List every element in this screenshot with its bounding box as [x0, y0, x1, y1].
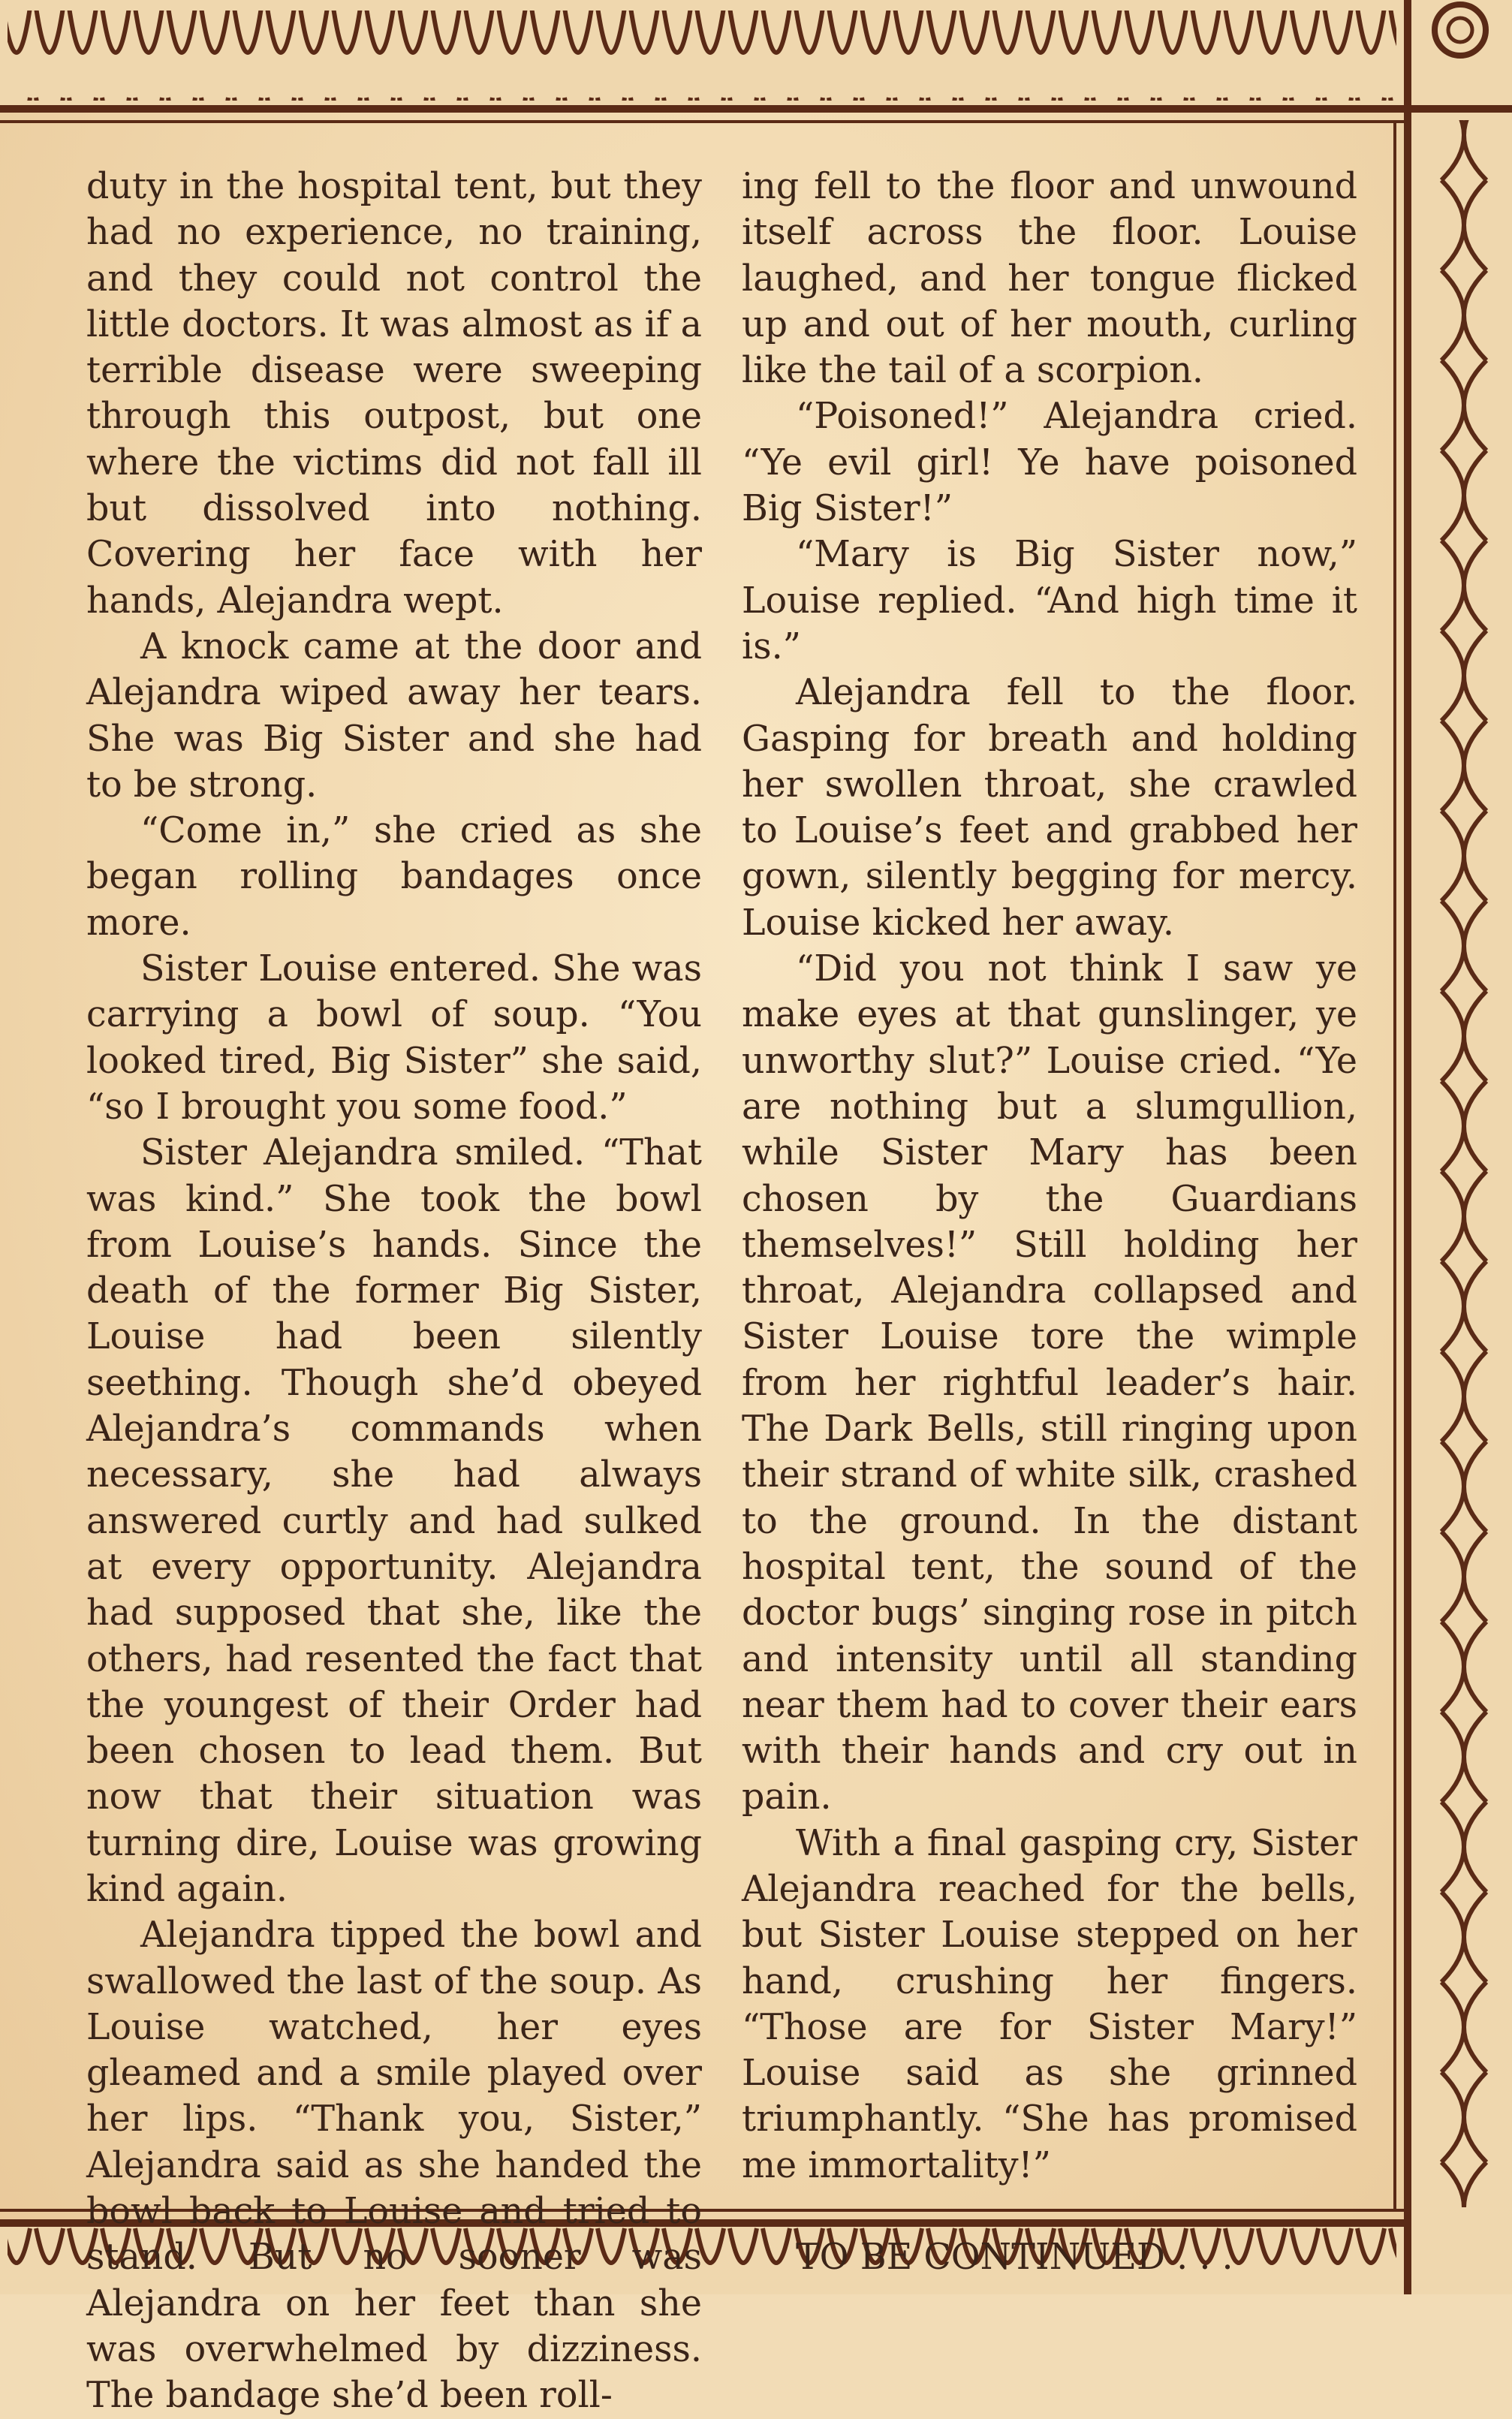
- paragraph: “Mary is Big Sister now,” Louise replied. “And high time it is.”: [742, 534, 1357, 667]
- paragraph: “Did you not think I saw ye make eyes at that gunslinger, ye unworthy slut?” Louise cried. “Ye are nothing but a slumgullion, while Sister Mary has been chosen by the Guardians themselves!” Still holding her throat, Alejandra collapsed and Sister Louise tore the wimple from her rightful leader’s hair. The Dark Bells, still ringing upon their strand of white silk, crashed to the ground. In the distant hospital tent, the sound of the doctor bugs’ singing rose in pitch and intensity until all standing near them had to cover their ears with their hands and cry out in pain.: [742, 948, 1357, 1818]
- paragraph: A knock came at the door and Alejandra wiped away her tears. She was Big Sister and she had to be strong.: [86, 625, 702, 806]
- paragraph: ing fell to the floor and unwound itself across the floor. Louise laughed, and her tongue flicked up and out of her mouth, curling like the tail of a scorpion.: [742, 166, 1357, 392]
- paragraph: Sister Louise entered. She was carrying a bowl of soup. “You looked tired, Big Sister” she said, “so I brought you some food.”: [86, 948, 702, 1128]
- left-column: [86, 164, 702, 2419]
- spacer: [742, 2189, 1357, 2234]
- paragraph: With a final gasping cry, Sister Alejandra reached for the bells, but Sister Louise stepped on her hand, crushing her fingers. “Those are for Sister Mary!” Louise said as she grinned triumphantly. “She has promised me immortality!”: [742, 1822, 1357, 2186]
- paragraph: “Come in,” she cried as she began rolling bandages once more.: [86, 810, 702, 944]
- paragraph: “Poisoned!” Alejandra cried. “Ye evil girl! Ye have poisoned Big Sister!”: [742, 396, 1357, 530]
- paragraph: Alejandra fell to the floor. Gasping for breath and holding her swollen throat, she crawled to Louise’s feet and grabbed her gown, silently begging for mercy. Louise kicked her away.: [742, 672, 1357, 944]
- paragraph: duty in the hospital tent, but they had no experience, no training, and they could not control the little doctors. It was almost as if a terrible disease were sweeping through this outpost, but one where the victims did not fall ill but dissolved into nothing. Covering her face with her hands, Alejandra wept.: [86, 166, 702, 622]
- right-column: [742, 164, 1357, 2281]
- to-be-continued: TO BE CONTINUED . . .: [796, 2237, 1233, 2279]
- paragraph: Sister Alejandra smiled. “That was kind.” She took the bowl from Louise’s hands. Since the death of the former Big Sister, Louise had been silently seething. Though she’d obeyed Alejandra’s commands when necessary, she had always answered curtly and had sulked at every opportunity. Alejandra had supposed that she, like the others, had resented the fact that the youngest of their Order had been chosen to lead them. But now that their situation was turning dire, Louise was growing kind again.: [86, 1132, 702, 1910]
- paragraph: Alejandra tipped the bowl and swallowed the last of the soup. As Louise watched, her eyes gleamed and a smile played over her lips. “Thank you, Sister,” Alejandra said as she handed the bowl back to Louise and tried to stand. But no sooner was Alejandra on her feet than she was overwhelmed by dizziness. The bandage she’d been roll-: [86, 1914, 702, 2417]
